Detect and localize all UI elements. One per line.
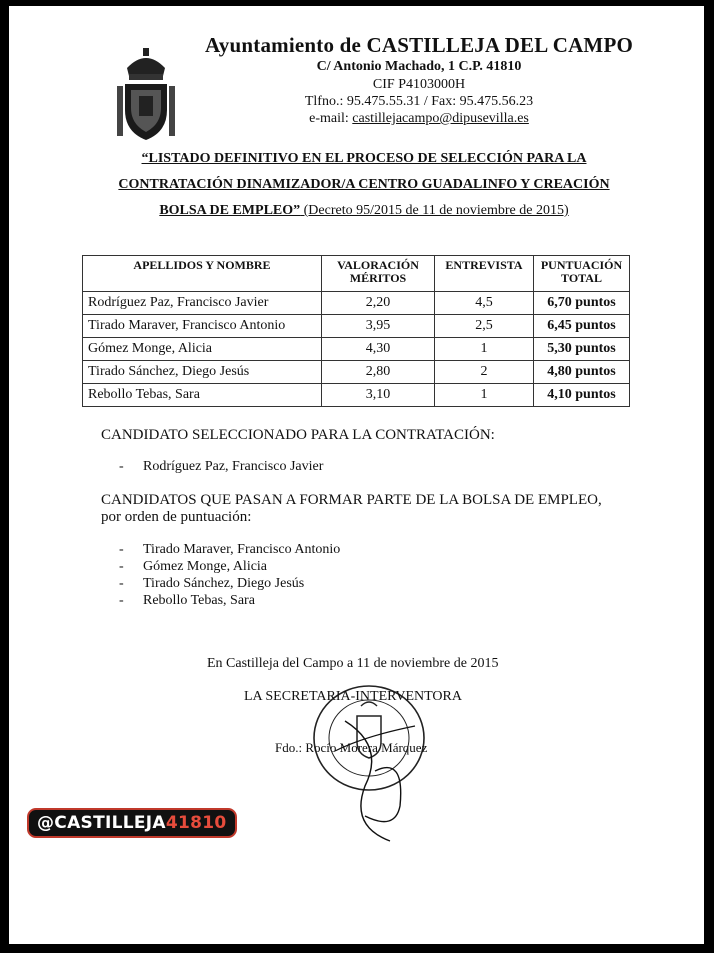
list-item <box>119 558 340 575</box>
cell-name: Rebollo Tebas, Sara <box>83 384 322 407</box>
header-name: APELLIDOS Y NOMBRE <box>83 256 322 292</box>
selected-list <box>119 458 323 475</box>
title-line-2: CONTRATACIÓN DINAMIZADOR/A CENTRO GUADALINFO Y CREACIÓN <box>118 177 610 192</box>
header-total: PUNTUACIÓN TOTAL <box>534 256 630 292</box>
cell-interview: 2 <box>435 361 534 384</box>
pool-heading: CANDIDATOS QUE PASAN A FORMAR PARTE DE LA BOLSA DE EMPLEO, <box>101 492 602 508</box>
email-line <box>199 110 639 127</box>
list-item-text: Rebollo Tebas, Sara <box>143 593 255 608</box>
cell-total: 4,80 puntos <box>534 361 630 384</box>
letterhead <box>199 32 639 127</box>
list-item-text: Rodríguez Paz, Francisco Javier <box>143 459 324 474</box>
address: C/ Antonio Machado, 1 C.P. 41810 <box>316 59 522 74</box>
header-interview: ENTREVISTA <box>435 256 534 292</box>
watermark-prefix: @CASTILLEJA <box>37 813 166 833</box>
cell-name: Tirado Sánchez, Diego Jesús <box>83 361 322 384</box>
cell-merits: 3,10 <box>322 384 435 407</box>
cell-name: Gómez Monge, Alicia <box>83 338 322 361</box>
pool-list <box>119 541 340 609</box>
list-marker: - <box>119 576 124 591</box>
selected-heading: CANDIDATO SELECCIONADO PARA LA CONTRATACIÓN: <box>101 427 495 443</box>
list-marker: - <box>119 559 124 574</box>
email-label: e-mail: <box>309 111 353 126</box>
signatory-name: Fdo.: Rocío Morera Márquez <box>275 740 428 755</box>
coat-of-arms-icon <box>117 46 175 142</box>
phone-fax: Tlfno.: 95.475.55.31 / Fax: 95.475.56.23 <box>304 94 534 109</box>
email-link[interactable]: castillejacampo@dipusevilla.es <box>352 111 529 126</box>
title-line-3 <box>99 198 629 224</box>
title-line-3-bold: BOLSA DE EMPLEO” <box>159 203 301 218</box>
cell-total: 6,45 puntos <box>534 315 630 338</box>
title-line-3-decree: (Decreto 95/2015 de 11 de noviembre de 2015) <box>300 203 569 218</box>
title-line-1: “LISTADO DEFINITIVO EN EL PROCESO DE SELECCIÓN PARA LA <box>141 151 587 166</box>
cell-interview: 4,5 <box>435 292 534 315</box>
signing-date: En Castilleja del Campo a 11 de noviembre de 2015 <box>207 656 499 671</box>
organization-name: Ayuntamiento de CASTILLEJA DEL CAMPO <box>204 33 634 57</box>
cell-interview: 1 <box>435 338 534 361</box>
table-row <box>83 384 630 407</box>
cell-name: Rodríguez Paz, Francisco Javier <box>83 292 322 315</box>
table-header-row <box>83 256 630 292</box>
social-handle-watermark <box>27 808 237 838</box>
results-table <box>82 255 630 407</box>
list-item-text: Tirado Maraver, Francisco Antonio <box>143 542 341 557</box>
list-marker: - <box>119 459 124 474</box>
table-row <box>83 361 630 384</box>
list-item <box>119 458 323 475</box>
table-row <box>83 315 630 338</box>
list-item-text: Tirado Sánchez, Diego Jesús <box>143 576 305 591</box>
cell-merits: 2,20 <box>322 292 435 315</box>
list-item-text: Gómez Monge, Alicia <box>143 559 268 574</box>
cell-total: 5,30 puntos <box>534 338 630 361</box>
cell-interview: 1 <box>435 384 534 407</box>
cell-merits: 3,95 <box>322 315 435 338</box>
list-marker: - <box>119 542 124 557</box>
cell-name: Tirado Maraver, Francisco Antonio <box>83 315 322 338</box>
table-row <box>83 338 630 361</box>
document-title <box>99 146 629 224</box>
cell-merits: 2,80 <box>322 361 435 384</box>
list-marker: - <box>119 593 124 608</box>
cell-total: 6,70 puntos <box>534 292 630 315</box>
cell-merits: 4,30 <box>322 338 435 361</box>
table-row <box>83 292 630 315</box>
list-item <box>119 541 340 558</box>
signatory-role: LA SECRETARIA-INTERVENTORA <box>244 689 462 704</box>
list-item <box>119 592 340 609</box>
cell-interview: 2,5 <box>435 315 534 338</box>
cell-total: 4,10 puntos <box>534 384 630 407</box>
watermark-suffix: 41810 <box>165 813 227 833</box>
pool-subheading: por orden de puntuación: <box>101 509 252 525</box>
list-item <box>119 575 340 592</box>
header-merits: VALORACIÓN MÉRITOS <box>322 256 435 292</box>
document-page <box>9 6 704 944</box>
cif: CIF P4103000H <box>372 77 466 92</box>
